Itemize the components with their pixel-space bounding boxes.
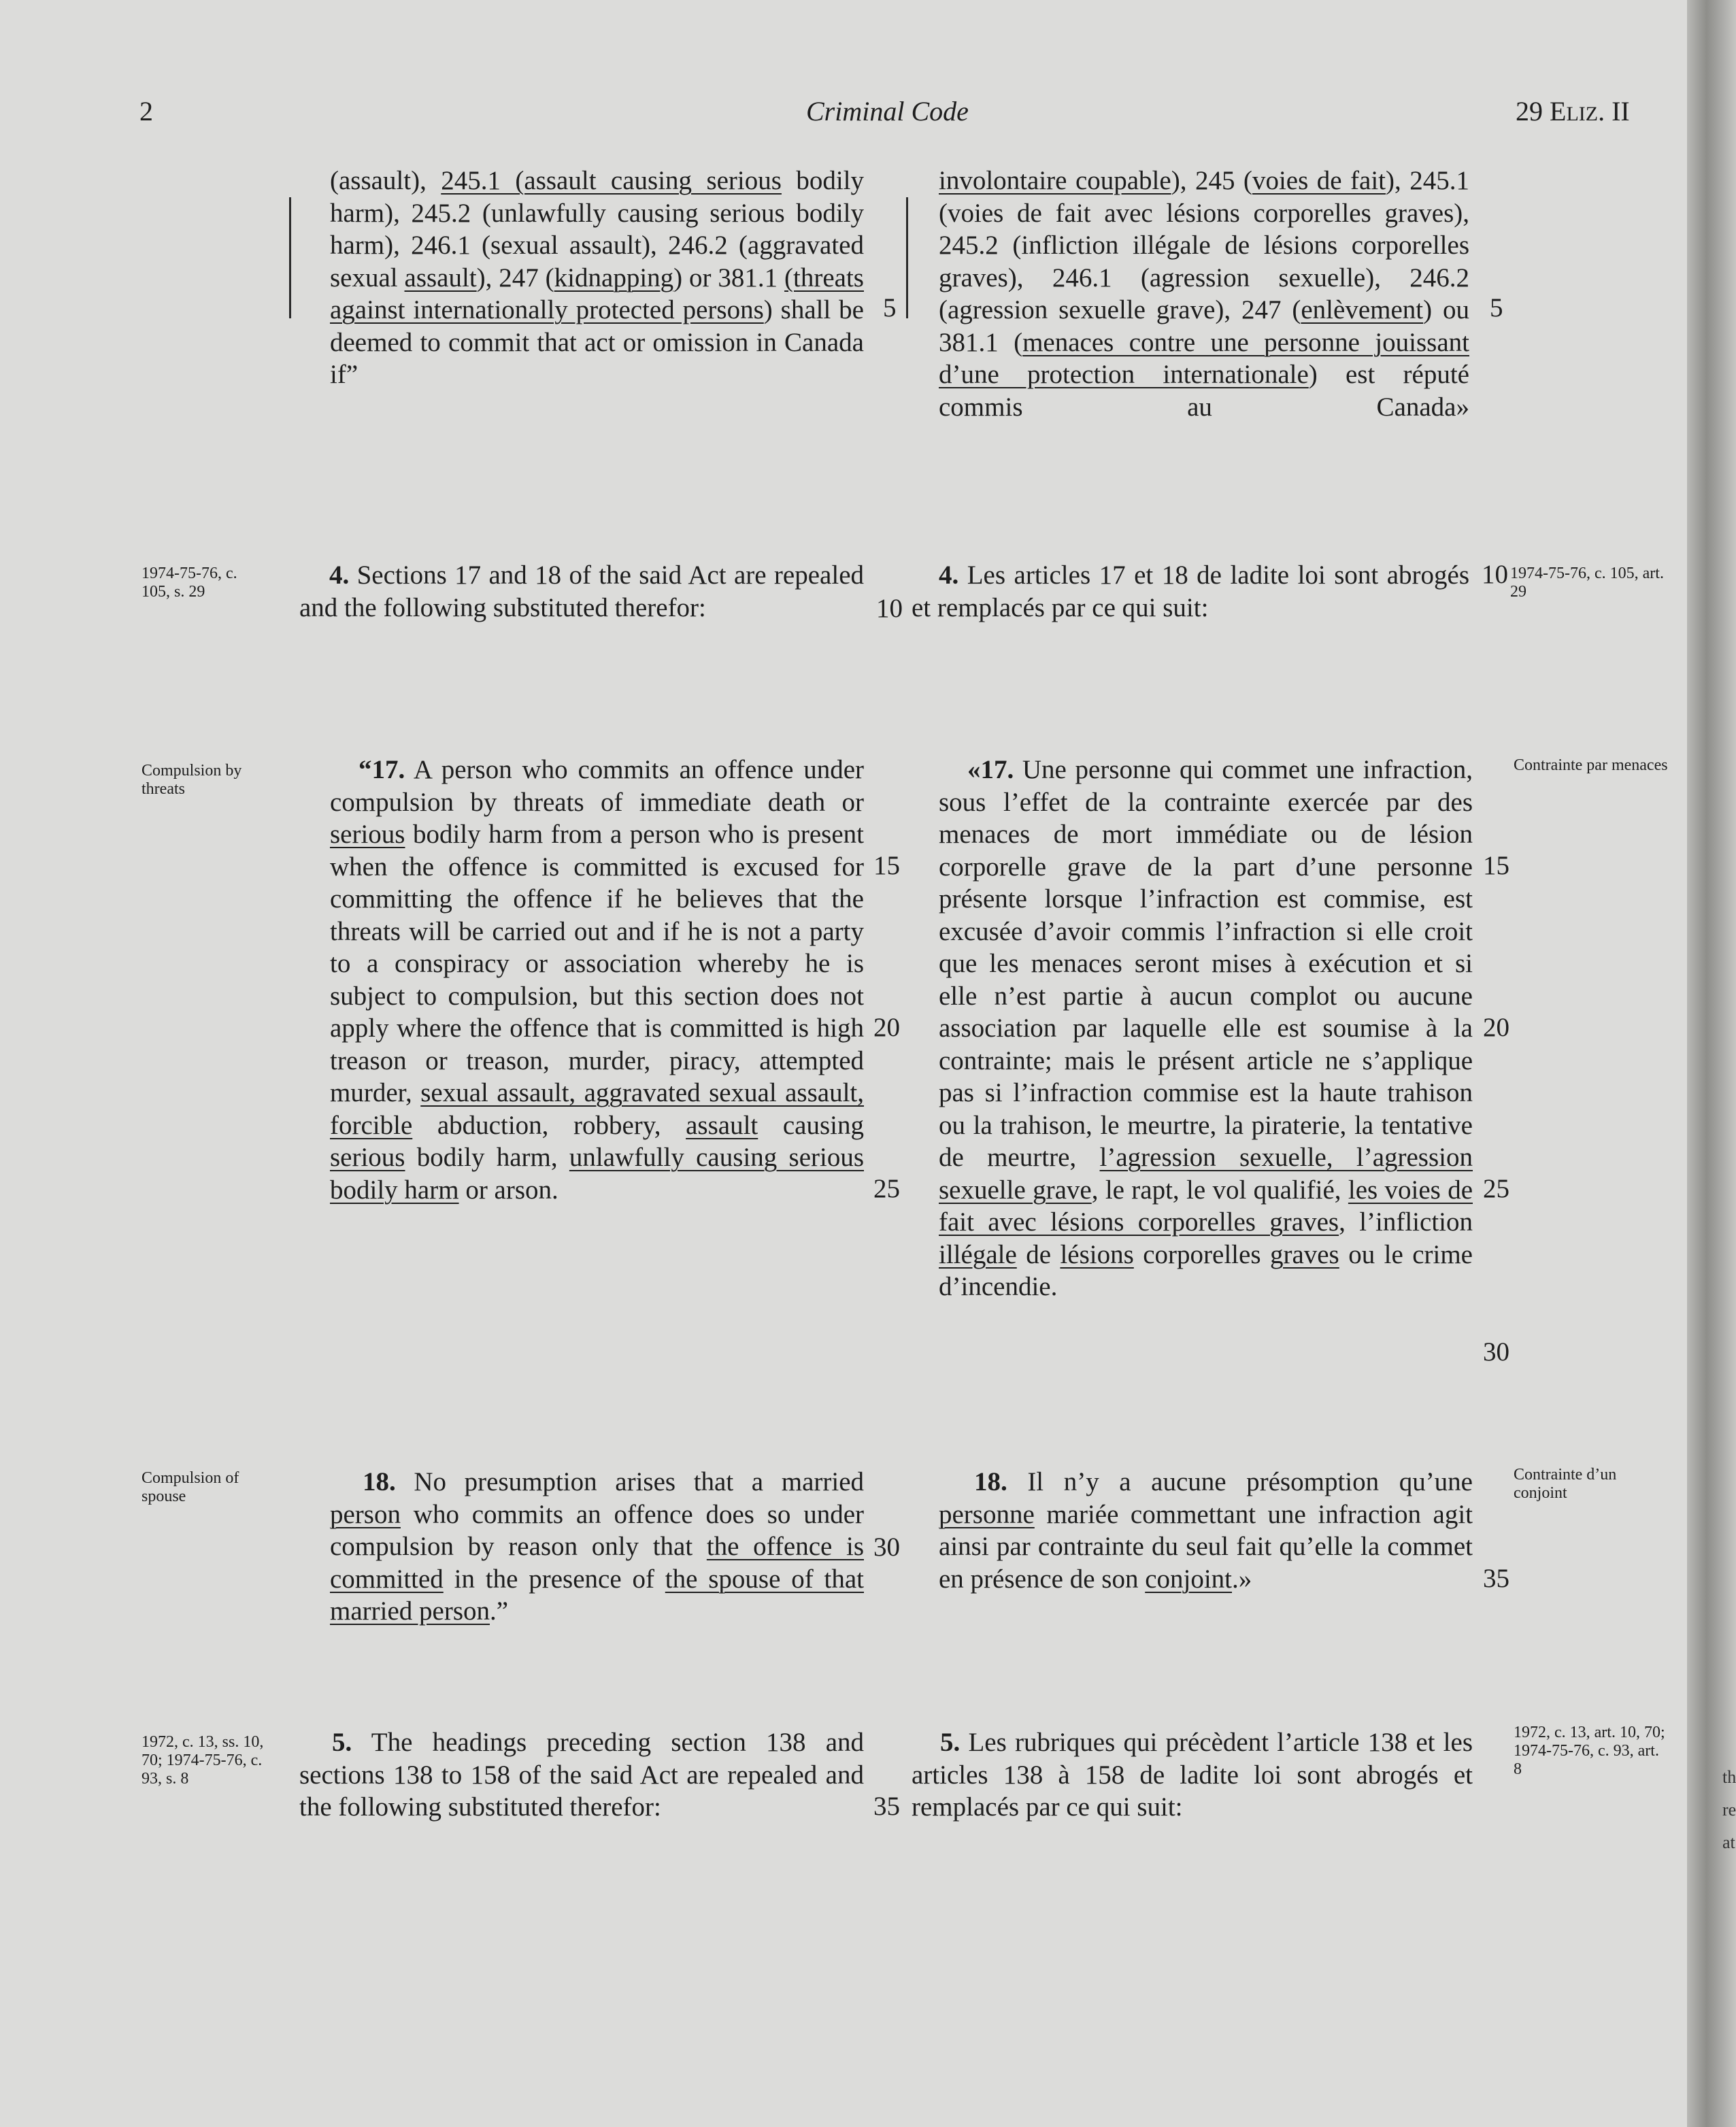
- marginal-note-en: 1974-75-76, c. 105, s. 29: [141, 565, 237, 601]
- line-number: 25: [1483, 1174, 1509, 1203]
- marginal-note-en: 1972, c. 13, ss. 10, 70; 1974-75-76, c. 93, s. 8: [141, 1733, 264, 1788]
- edge-fragment: th: [1722, 1767, 1736, 1787]
- edge-fragment: re: [1722, 1800, 1736, 1820]
- section-number: 4.: [939, 560, 959, 590]
- intro-paragraph-fr: involontaire coupable), 245 (voies de fait), 245.1 (voies de fait avec lésions corporelles graves), 245.2 (infliction illégale de lésions corporelles graves), 246.1 (agression sexuelle), 246.2 (agression sexuelle grave), 247 (enlèvement) ou 381.1 (menaces contre une personne jouissant d’une protection internationale) est réputé commis au Canada»: [939, 166, 1470, 422]
- marginal-note-fr: Contrainte par menaces: [1514, 756, 1668, 774]
- line-number: 10: [1482, 560, 1508, 589]
- section-number: 5.: [940, 1728, 961, 1757]
- section-5-en: 5. The headings preceding section 138 and sections 138 to 158 of the said Act are repealed and the following substituted therefor:: [299, 1728, 865, 1822]
- section-17-en: “17. A person who commits an offence under compulsion by threats of immediate death or serious bodily harm from a person who is present when the offence is committed is excused for committing the offence if he believes that the threats will be carried out and if he is not a party to a conspiracy or association whereby he is subject to compulsion, but this section does not apply where the offence that is committed is high treason or treason, murder, piracy, attempted murder, sexual assault, aggravated sexual assault, forcible abduction, robbery, assault causing serious bodily harm, unlawfully causing serious bodily harm or arson.: [330, 755, 865, 1205]
- section-number: 18.: [974, 1467, 1007, 1496]
- line-number: 15: [1483, 851, 1509, 880]
- line-number: 30: [1483, 1337, 1509, 1367]
- section-number: “17.: [358, 755, 405, 784]
- section-17-fr: «17. Une personne qui commet une infraction, sous l’effet de la contrainte exercée par des menaces de mort immédiate ou de lésion corporelle grave de la part d’une personne présente lorsque l’infraction est commise, est excusée d’avoir commis l’infraction si elle croit que les menaces seront mises à exécution et si elle n’est partie à aucun complot ou aucune association par laquelle elle est soumise à la contrainte; mais le présent article ne s’applique pas si l’infraction commise est la haute trahison ou la trahison, le meurtre, la piraterie, la tentative de meurtre, l’agression sexuelle, l’agression sexuelle grave, le rapt, le vol qualifié, les voies de fait avec lésions corporelles graves, l’infliction illégale de lésions corporelles graves ou le crime d’incendie.: [939, 755, 1473, 1301]
- marginal-note-fr: 1974-75-76, c. 105, art. 29: [1510, 565, 1664, 601]
- line-number: 5: [883, 293, 897, 322]
- line-number: 25: [873, 1174, 900, 1203]
- section-number: 5.: [332, 1728, 352, 1757]
- section-5-fr: 5. Les rubriques qui précèdent l’article 138 et les articles 138 à 158 de ladite loi sont abrogés et remplacés par ce qui suit:: [912, 1728, 1473, 1822]
- page-number: 2: [139, 96, 153, 127]
- edge-fragment: at: [1722, 1832, 1735, 1852]
- line-number: 20: [873, 1013, 900, 1042]
- line-number: 5: [1490, 293, 1503, 322]
- line-number: 35: [873, 1792, 900, 1821]
- line-number: 15: [873, 851, 900, 880]
- marginal-note-en: Compulsion by threats: [141, 762, 242, 798]
- running-title: Criminal Code: [806, 96, 969, 127]
- section-number: «17.: [967, 755, 1014, 784]
- section-number: 18.: [363, 1467, 396, 1496]
- section-number: 4.: [329, 560, 350, 590]
- line-number: 35: [1483, 1564, 1509, 1593]
- change-bar: [906, 197, 908, 318]
- marginal-note-en: Compulsion of spouse: [141, 1469, 239, 1505]
- regnal-year: 29 ELIZ. II: [1516, 96, 1630, 127]
- change-bar: [289, 197, 291, 318]
- marginal-note-fr: Contrainte d’un conjoint: [1514, 1466, 1617, 1502]
- line-number: 20: [1483, 1013, 1509, 1042]
- line-number: 10: [876, 594, 903, 623]
- section-4-en: 4. Sections 17 and 18 of the said Act are repealed and the following substituted therefor:: [299, 560, 864, 622]
- section-4-fr: 4. Les articles 17 et 18 de ladite loi sont abrogés et remplacés par ce qui suit:: [912, 560, 1469, 622]
- marginal-note-fr: 1972, c. 13, art. 10, 70; 1974-75-76, c. 93, art. 8: [1514, 1724, 1665, 1778]
- intro-paragraph-en: (assault), 245.1 (assault causing serious bodily harm), 245.2 (unlawfully causing serious bodily harm), 246.1 (sexual assault), 246.2 (aggravated sexual assault), 247 (kidnapping) or 381.1 (threats against internationally protected persons) shall be deemed to commit that act or omission in Canada if”: [330, 166, 864, 389]
- section-18-en: 18. No presumption arises that a married person who commits an offence does so under compulsion by reason only that the offence is committed in the presence of the spouse of that married person.”: [330, 1467, 865, 1626]
- section-18-fr: 18. Il n’y a aucune présomption qu’une personne mariée commettant une infraction agit ainsi par contrainte du seul fait qu’elle la commet en présence de son conjoint.»: [939, 1467, 1473, 1594]
- line-number: 30: [873, 1533, 900, 1562]
